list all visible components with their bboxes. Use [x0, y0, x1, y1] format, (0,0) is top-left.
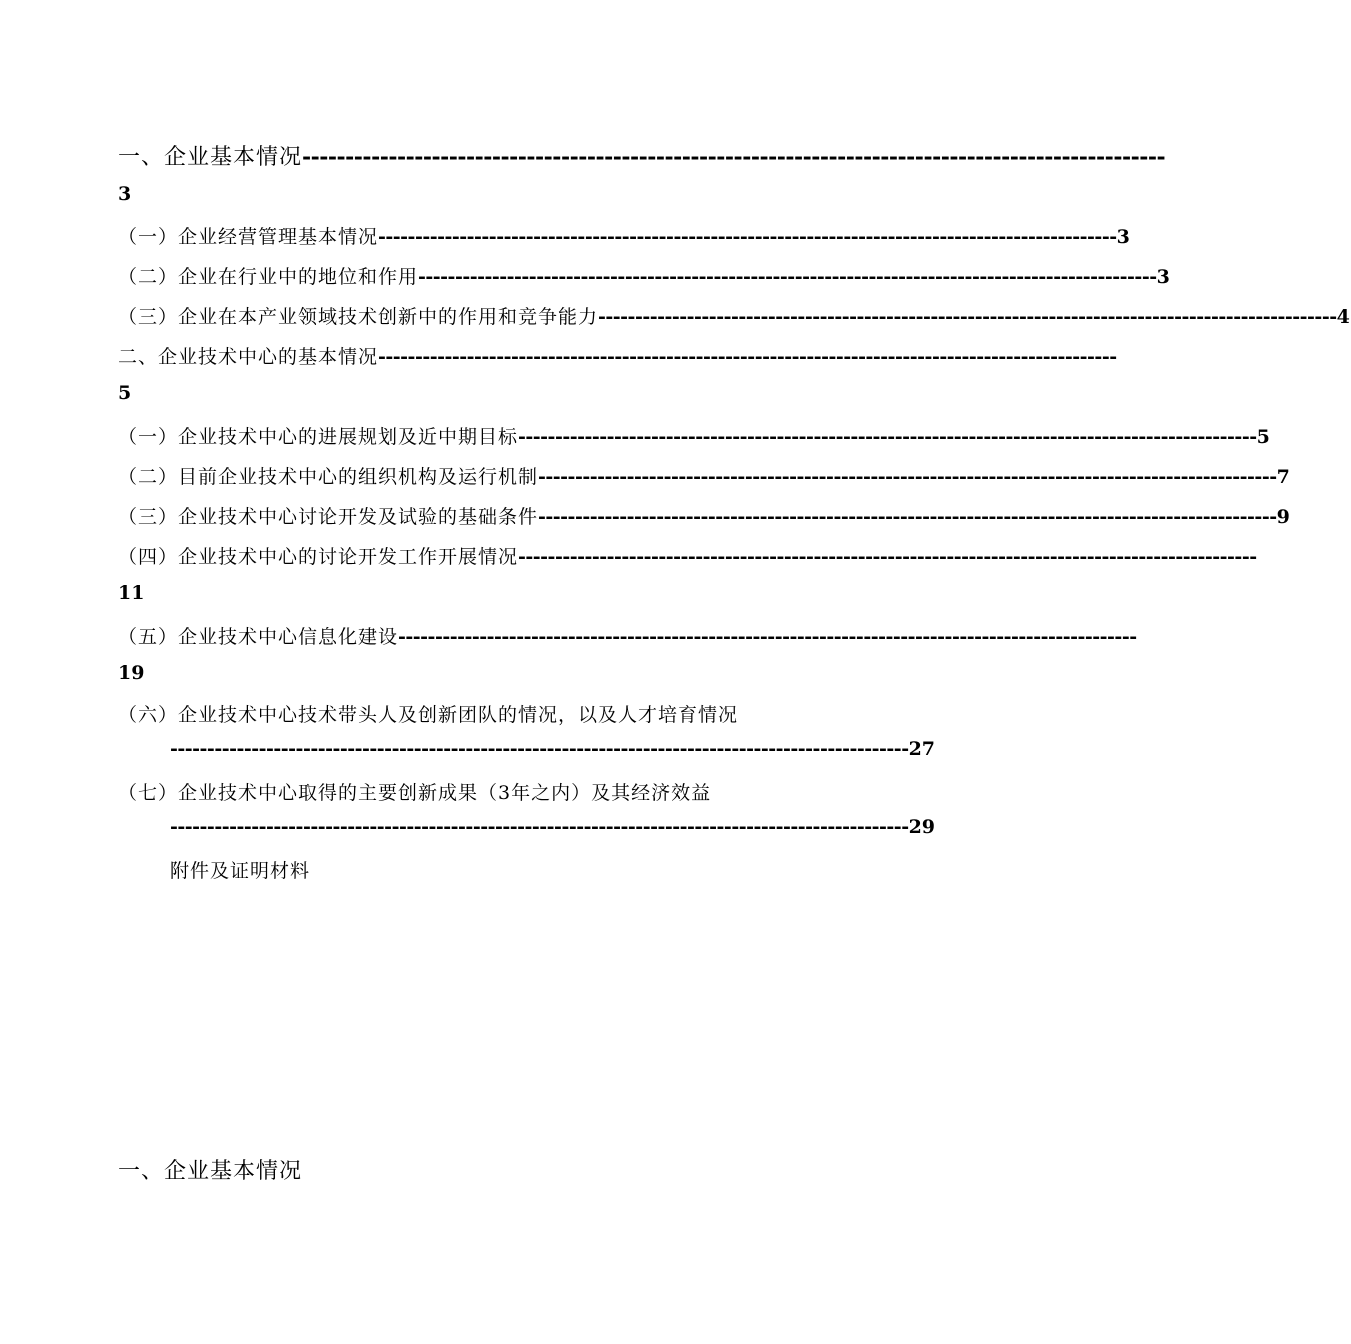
toc-entry-2-1[interactable] — [118, 422, 1271, 449]
toc-entry-title: （三）企业在本产业领域技术创新中的作用和竞争能力 — [118, 306, 599, 328]
toc-entry-title: 二、企业技术中心的基本情况 — [118, 346, 379, 368]
toc-leader: ---------------------------------------------------------------------------------------------------- — [170, 738, 909, 760]
toc-page-number: 11 — [118, 582, 145, 604]
section-heading: 一、企业基本情况 — [118, 1159, 303, 1184]
toc-entry-2-3[interactable] — [118, 502, 1291, 529]
toc-entry-2-7-leader — [170, 816, 936, 838]
toc-page-number: 7 — [1276, 466, 1291, 488]
toc-page-number: 3 — [1156, 266, 1171, 288]
toc-leader: ---------------------------------------------------------------------------------------------------- — [398, 626, 1137, 648]
toc-page-number: 27 — [908, 738, 936, 760]
toc-entry-1-2[interactable] — [118, 262, 1171, 289]
toc-leader: ---------------------------------------------------------------------------------------------------- — [170, 816, 909, 838]
toc-page-number: 3 — [118, 183, 132, 205]
toc-page-number: 19 — [118, 662, 145, 684]
toc-entry-appendix[interactable]: 附件及证明材料 — [170, 860, 311, 882]
toc-entry-1-3[interactable] — [118, 302, 1351, 329]
toc-entry-title: 一、企业基本情况 — [118, 145, 303, 170]
toc-entry-section-2[interactable] — [118, 342, 1117, 369]
toc-entry-1-1[interactable] — [118, 222, 1131, 249]
toc-entry-2-4[interactable] — [118, 542, 1257, 569]
toc-leader: ---------------------------------------------------------------------------------------------------- — [302, 144, 1166, 170]
toc-entry-title: （二）目前企业技术中心的组织机构及运行机制 — [118, 466, 539, 488]
toc-leader: ---------------------------------------------------------------------------------------------------- — [378, 226, 1117, 248]
toc-leader: ---------------------------------------------------------------------------------------------------- — [418, 266, 1157, 288]
toc-entry-title: （五）企业技术中心信息化建设 — [118, 626, 399, 648]
toc-page-number: 5 — [118, 382, 132, 404]
toc-entry-section-1[interactable] — [118, 140, 1166, 171]
toc-entry-2-5[interactable] — [118, 622, 1137, 649]
toc-page-number: 9 — [1276, 506, 1291, 528]
toc-leader: ---------------------------------------------------------------------------------------------------- — [538, 506, 1277, 528]
toc-entry-2-2[interactable] — [118, 462, 1291, 489]
toc-leader: ---------------------------------------------------------------------------------------------------- — [518, 546, 1257, 568]
toc-entry-2-6-title[interactable]: （六）企业技术中心技术带头人及创新团队的情况，以及人才培育情况 — [118, 704, 739, 726]
toc-entry-2-6-leader — [170, 738, 936, 760]
toc-page-number: 29 — [908, 816, 936, 838]
toc-entry-title: （四）企业技术中心的讨论开发工作开展情况 — [118, 546, 519, 568]
toc-page-number: 4 — [1336, 306, 1351, 328]
toc-entry-title: （三）企业技术中心讨论开发及试验的基础条件 — [118, 506, 539, 528]
toc-page-number: 3 — [1116, 226, 1131, 248]
toc-leader: ---------------------------------------------------------------------------------------------------- — [378, 346, 1117, 368]
toc-leader: ---------------------------------------------------------------------------------------------------- — [598, 306, 1337, 328]
toc-leader: ---------------------------------------------------------------------------------------------------- — [518, 426, 1257, 448]
toc-entry-2-7-title[interactable]: （七）企业技术中心取得的主要创新成果（3年之内）及其经济效益 — [118, 782, 712, 804]
toc-page-number: 5 — [1256, 426, 1271, 448]
toc-entry-title: （二）企业在行业中的地位和作用 — [118, 266, 419, 288]
toc-entry-title: （一）企业技术中心的进展规划及近中期目标 — [118, 426, 519, 448]
toc-entry-title: （一）企业经营管理基本情况 — [118, 226, 379, 248]
toc-leader: ---------------------------------------------------------------------------------------------------- — [538, 466, 1277, 488]
